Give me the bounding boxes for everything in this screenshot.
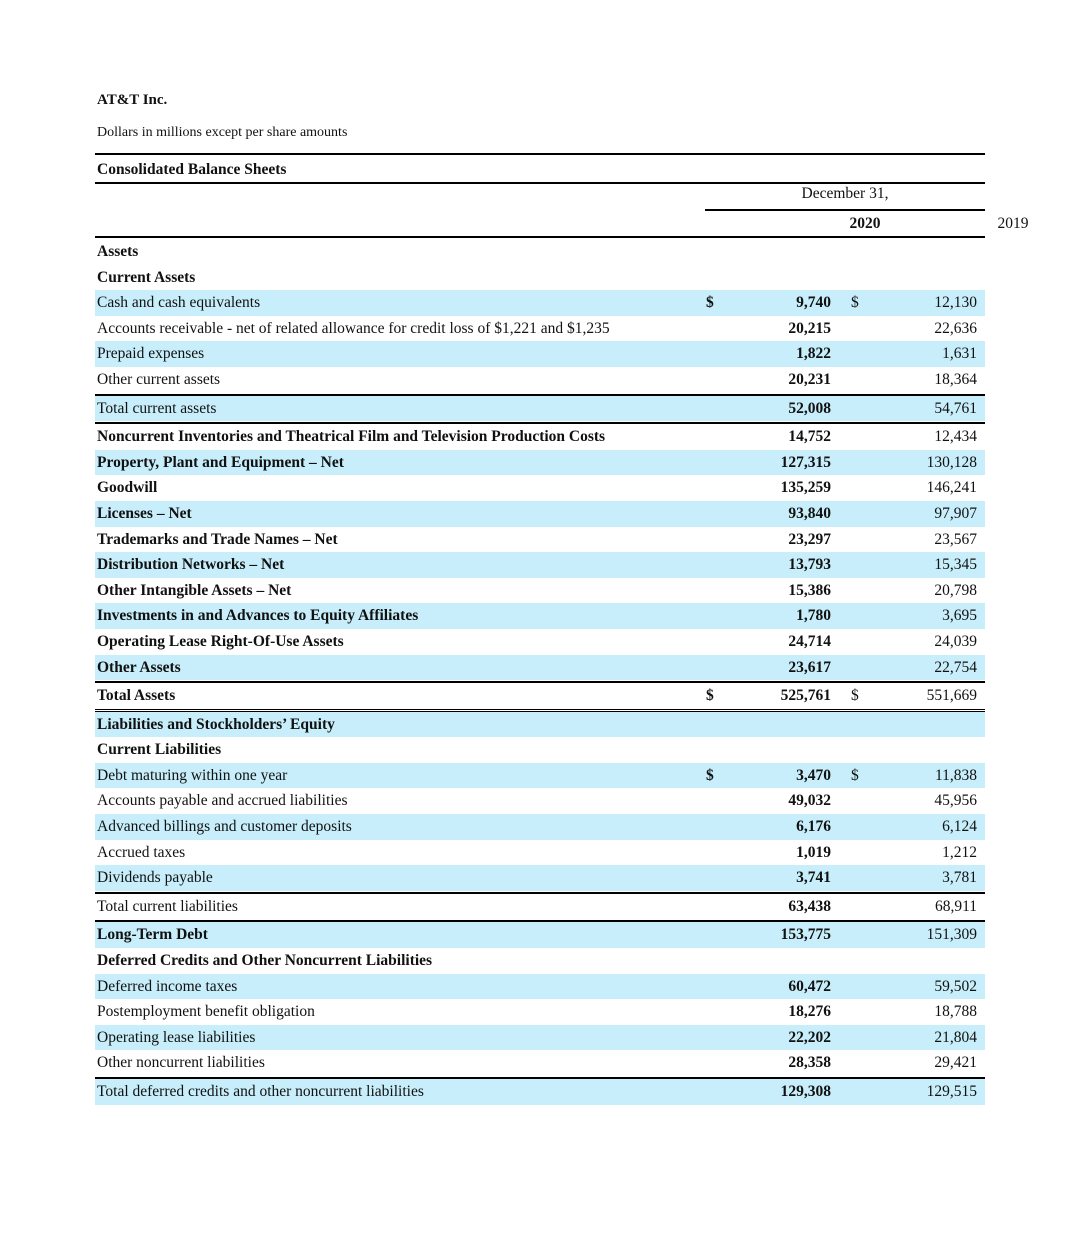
value-2020: 18,276 [788,1003,831,1021]
table-row [95,552,985,578]
value-2020: 13,793 [788,556,831,574]
row-label: Accounts payable and accrued liabilities [97,792,348,810]
table-row [95,999,985,1025]
value-2020: 49,032 [788,792,831,810]
table-row [95,316,985,342]
row-label: Operating Lease Right-Of-Use Assets [97,632,344,650]
value-2019: 146,241 [926,479,977,497]
row-label: Other current assets [97,370,221,388]
row-label: Goodwill [97,479,158,497]
table-row [95,763,985,789]
row-label: Licenses – Net [97,504,192,522]
table-row [95,788,985,814]
table-row [95,341,985,367]
value-2019: 24,039 [934,632,977,650]
year-2020-header: 2020 [849,215,881,232]
value-2020: 60,472 [788,977,831,995]
value-2019: 68,911 [934,897,977,915]
value-2020: 28,358 [788,1054,831,1072]
value-2020: 22,202 [788,1028,831,1046]
value-2019: 1,212 [942,843,977,861]
row-label: Property, Plant and Equipment – Net [97,453,344,471]
value-2020: 52,008 [788,399,831,417]
value-2020: 20,215 [788,319,831,337]
currency-symbol: $ [851,687,859,705]
value-2019: 151,309 [926,926,977,944]
value-2020: 525,761 [780,687,831,705]
value-2019: 129,515 [926,1083,977,1100]
row-label: Advanced billings and customer deposits [97,818,352,836]
table-row [95,1077,985,1105]
row-label: Total current assets [97,399,217,417]
row-label: Current Assets [97,268,196,286]
table-row [95,394,985,422]
row-label: Total deferred credits and other noncurrent liabilities [97,1083,424,1100]
value-2019: 18,788 [934,1003,977,1021]
row-label: Deferred income taxes [97,977,238,995]
value-2020: 153,775 [780,926,831,944]
table-row [95,603,985,629]
value-2020: 9,740 [796,294,831,312]
row-label: Total current liabilities [97,897,238,915]
value-2020: 3,741 [796,869,831,887]
row-label: Distribution Networks – Net [97,556,285,574]
value-2019: 15,345 [934,556,977,574]
row-label: Current Liabilities [97,741,222,759]
row-label: Postemployment benefit obligation [97,1003,315,1021]
table-row [95,655,985,681]
value-2019: 12,434 [934,428,977,446]
row-label: Cash and cash equivalents [97,294,261,312]
value-2020: 15,386 [788,581,831,599]
row-label: Accounts receivable - net of related allowance for credit loss of $1,221 and $1,235 [97,319,610,337]
table-row [95,501,985,527]
value-2020: 6,176 [796,818,831,836]
table-row [95,814,985,840]
table-row [95,737,985,763]
row-label: Dividends payable [97,869,213,887]
value-2019: 20,798 [934,581,977,599]
row-label: Long-Term Debt [97,926,208,944]
row-label: Investments in and Advances to Equity Affiliates [97,607,419,625]
value-2019: 54,761 [934,399,977,417]
row-label: Operating lease liabilities [97,1028,256,1046]
table-row [95,527,985,553]
table-row [95,681,985,712]
value-2019: 1,631 [942,345,977,363]
table-row [95,422,985,450]
table-row [95,840,985,866]
value-2019: 59,502 [934,977,977,995]
value-2020: 129,308 [780,1083,831,1100]
row-label: Trademarks and Trade Names – Net [97,530,338,548]
value-2020: 93,840 [788,504,831,522]
row-label: Other Intangible Assets – Net [97,581,292,599]
value-2019: 45,956 [934,792,977,810]
currency-symbol: $ [706,294,714,312]
value-2020: 1,019 [796,843,831,861]
value-2019: 3,781 [942,869,977,887]
value-2019: 97,907 [934,504,977,522]
table-row [95,892,985,920]
company-name: AT&T Inc. [97,92,168,108]
table-row [95,265,985,291]
value-2019: 23,567 [934,530,977,548]
row-label: Liabilities and Stockholders’ Equity [97,715,335,733]
value-2020: 23,617 [788,658,831,676]
table-row [95,239,985,265]
period-header: December 31, [705,185,985,211]
row-label: Other noncurrent liabilities [97,1054,265,1072]
table-row [95,1025,985,1051]
value-2019: 29,421 [934,1054,977,1072]
currency-symbol: $ [706,766,714,784]
year-2019-header: 2019 [997,215,1029,232]
row-label: Accrued taxes [97,843,186,861]
value-2020: 20,231 [788,370,831,388]
table-row [95,865,985,891]
value-2020: 23,297 [788,530,831,548]
value-2020: 135,259 [780,479,831,497]
value-2019: 130,128 [926,453,977,471]
row-label: Deferred Credits and Other Noncurrent Liabilities [97,952,433,970]
row-label: Noncurrent Inventories and Theatrical Film and Television Production Costs [97,428,606,446]
units-note: Dollars in millions except per share amounts [97,125,348,140]
currency-symbol: $ [851,294,859,312]
table-row [95,920,985,948]
row-label: Debt maturing within one year [97,766,288,784]
value-2020: 24,714 [788,632,831,650]
statement-title-bar [95,153,985,184]
value-2019: 18,364 [934,370,977,388]
value-2019: 12,130 [934,294,977,312]
currency-symbol: $ [851,766,859,784]
value-2019: 22,754 [934,658,977,676]
value-2020: 63,438 [788,897,831,915]
value-2019: 551,669 [926,687,977,705]
table-row [95,1050,985,1076]
table-row [95,475,985,501]
value-2020: 127,315 [780,453,831,471]
value-2020: 1,780 [796,607,831,625]
value-2020: 1,822 [796,345,831,363]
value-2019: 3,695 [942,607,977,625]
year-header [95,210,1029,238]
row-label: Prepaid expenses [97,345,205,363]
row-label: Other Assets [97,658,181,676]
value-2019: 21,804 [934,1028,977,1046]
value-2019: 22,636 [934,319,977,337]
row-label: Assets [97,243,139,260]
balance-sheet-table [95,239,985,1105]
table-row [95,450,985,476]
table-row [95,578,985,604]
value-2020: 14,752 [788,428,831,446]
value-2019: 6,124 [942,818,977,836]
table-row [95,712,985,738]
value-2020: 3,470 [796,766,831,784]
table-row [95,290,985,316]
value-2019: 11,838 [934,766,977,784]
table-row [95,974,985,1000]
row-label: Total Assets [97,687,176,705]
table-row [95,367,985,393]
statement-title: Consolidated Balance Sheets [97,161,287,178]
table-row [95,948,985,974]
table-row [95,629,985,655]
currency-symbol: $ [706,687,714,705]
